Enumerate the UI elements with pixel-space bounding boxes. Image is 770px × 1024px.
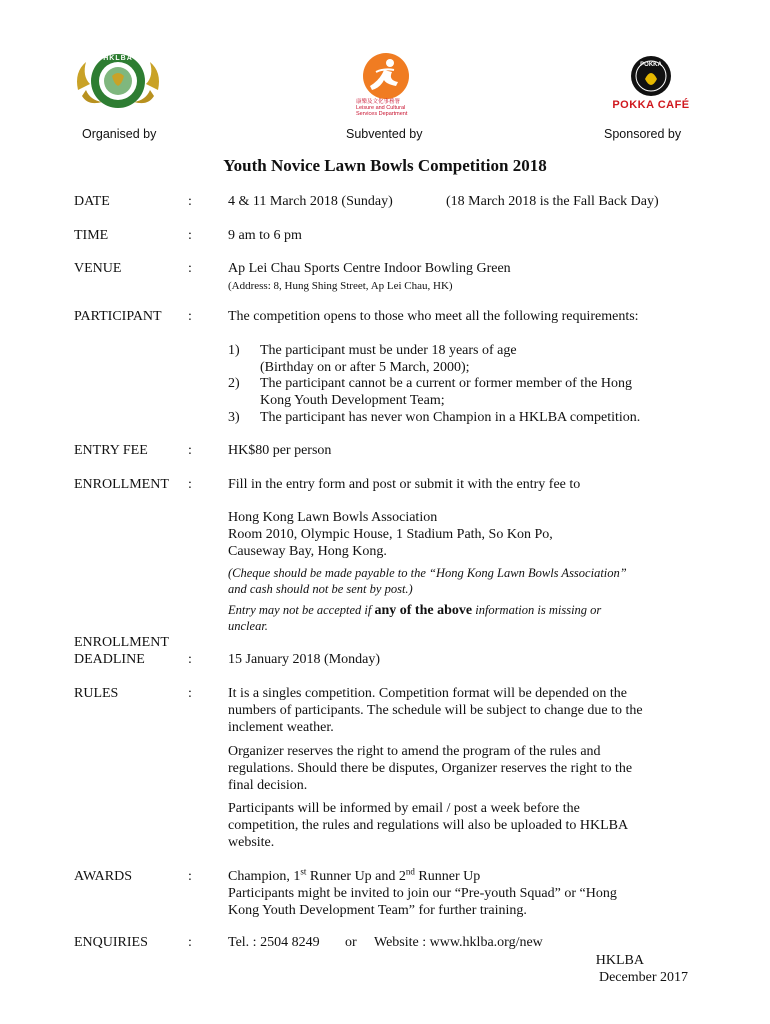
rules-paragraph-2: final decision. [228,778,308,793]
missing-info-note-line2: unclear. [228,619,268,633]
lcsd-logo-text: 康樂及文化事務署 Leisure and Cultural Services Department [356,99,408,117]
date-label: DATE [74,194,110,209]
venue-label: VENUE [74,261,122,276]
signature-org: HKLBA [595,953,644,968]
awards-runner1: Runner Up and 2 [306,869,406,884]
rules-paragraph-2: Organizer reserves the right to amend the program of the rules and [228,744,601,759]
deadline-value: 15 January 2018 (Monday) [228,652,381,667]
participant-label: PARTICIPANT [74,309,162,324]
subvented-by-caption: Subvented by [346,127,423,141]
rules-paragraph-1: It is a singles competition. Competition format will be depended on the [228,686,627,701]
awards-runner2: Runner Up [414,869,481,884]
rules-colon: : [188,686,192,701]
participant-colon: : [188,309,192,324]
entry-fee-value: HK$80 per person [228,443,332,458]
enquiries-tel: Tel. : 2504 8249 [228,935,320,950]
date-colon: : [188,194,192,209]
signature-date: December 2017 [598,970,688,985]
rules-paragraph-1: inclement weather. [228,720,334,735]
time-value: 9 am to 6 pm [228,228,302,243]
association-name: Hong Kong Lawn Bowls Association [228,510,438,525]
awards-sup-nd: nd [405,866,415,877]
cheque-note: and cash should not be sent by post.) [228,582,413,596]
rules-paragraph-3: competition, the rules and regulations will also be uploaded to HKLBA [228,818,629,833]
missing-info-note-start: Entry may not be accepted if [228,603,375,617]
time-label: TIME [74,228,109,243]
enquiries-website: Website : www.hklba.org/new [374,935,543,950]
rules-paragraph-2: regulations. Should there be disputes, Organizer reserves the right to the [228,761,633,776]
rules-paragraph-3: Participants will be informed by email / post a week before the [228,801,580,816]
lcsd-logo [354,52,418,118]
rules-paragraph-3: website. [228,835,275,850]
requirement-number: 3) [228,410,240,425]
association-address: Causeway Bay, Hong Kong. [228,544,387,559]
enrollment-colon: : [188,477,192,492]
enquiries-or: or [345,935,357,950]
requirement-text: Kong Youth Development Team; [260,393,445,408]
awards-label: AWARDS [74,869,132,884]
requirement-number: 2) [228,376,240,391]
date-fallback-note: (18 March 2018 is the Fall Back Day) [446,194,659,209]
enquiries-label: ENQUIRIES [74,935,148,950]
requirement-text: The participant cannot be a current or former member of the Hong [260,376,633,391]
awards-sup-st: st [300,866,307,877]
enrollment-value: Fill in the entry form and post or submit it with the entry fee to [228,477,581,492]
requirement-number: 1) [228,343,240,358]
deadline-label-line2: DEADLINE [74,652,145,667]
time-colon: : [188,228,192,243]
venue-value: Ap Lei Chau Sports Centre Indoor Bowling Green [228,261,511,276]
venue-address: (Address: 8, Hung Shing Street, Ap Lei Chau, HK) [228,280,453,292]
missing-info-note-end: information is missing or [472,603,602,617]
pokka-emblem-text: POKKA [640,62,662,68]
document-title: Youth Novice Lawn Bowls Competition 2018 [223,156,547,175]
awards-squad-note: Kong Youth Development Team” for further training. [228,903,527,918]
enquiries-colon: : [188,935,192,950]
rules-label: RULES [74,686,119,701]
requirement-text: The participant must be under 18 years of age [260,343,517,358]
missing-info-note-emphasis: any of the above [374,603,473,618]
awards-colon: : [188,869,192,884]
requirement-text: The participant has never won Champion in a HKLBA competition. [260,410,641,425]
entry-fee-colon: : [188,443,192,458]
deadline-colon: : [188,652,192,667]
venue-colon: : [188,261,192,276]
requirement-text: (Birthday on or after 5 March, 2000); [260,360,470,375]
enrollment-label: ENROLLMENT [74,477,169,492]
pokka-logo [612,55,690,115]
awards-value [228,868,480,885]
lcsd-emblem [354,52,418,100]
sponsored-by-caption: Sponsored by [604,127,682,141]
missing-info-note [228,602,601,619]
entry-fee-label: ENTRY FEE [74,443,148,458]
date-value: 4 & 11 March 2018 (Sunday) [228,194,393,209]
awards-champion: Champion, 1 [228,869,301,884]
hklba-logo-text: HKLBA [103,55,133,62]
rules-paragraph-1: numbers of participants. The schedule will be subject to change due to the [228,703,643,718]
association-address: Room 2010, Olympic House, 1 Stadium Path, So Kon Po, [228,527,553,542]
cheque-note: (Cheque should be made payable to the “Hong Kong Lawn Bowls Association” [228,566,627,580]
hklba-logo [72,50,164,112]
deadline-label: ENROLLMENT [74,635,169,650]
pokka-logo-text: POKKA CAFÉ [612,99,690,111]
participant-intro: The competition opens to those who meet all the following requirements: [228,309,639,324]
organised-by-caption: Organised by [82,127,157,141]
awards-squad-note: Participants might be invited to join our “Pre-youth Squad” or “Hong [228,886,617,901]
